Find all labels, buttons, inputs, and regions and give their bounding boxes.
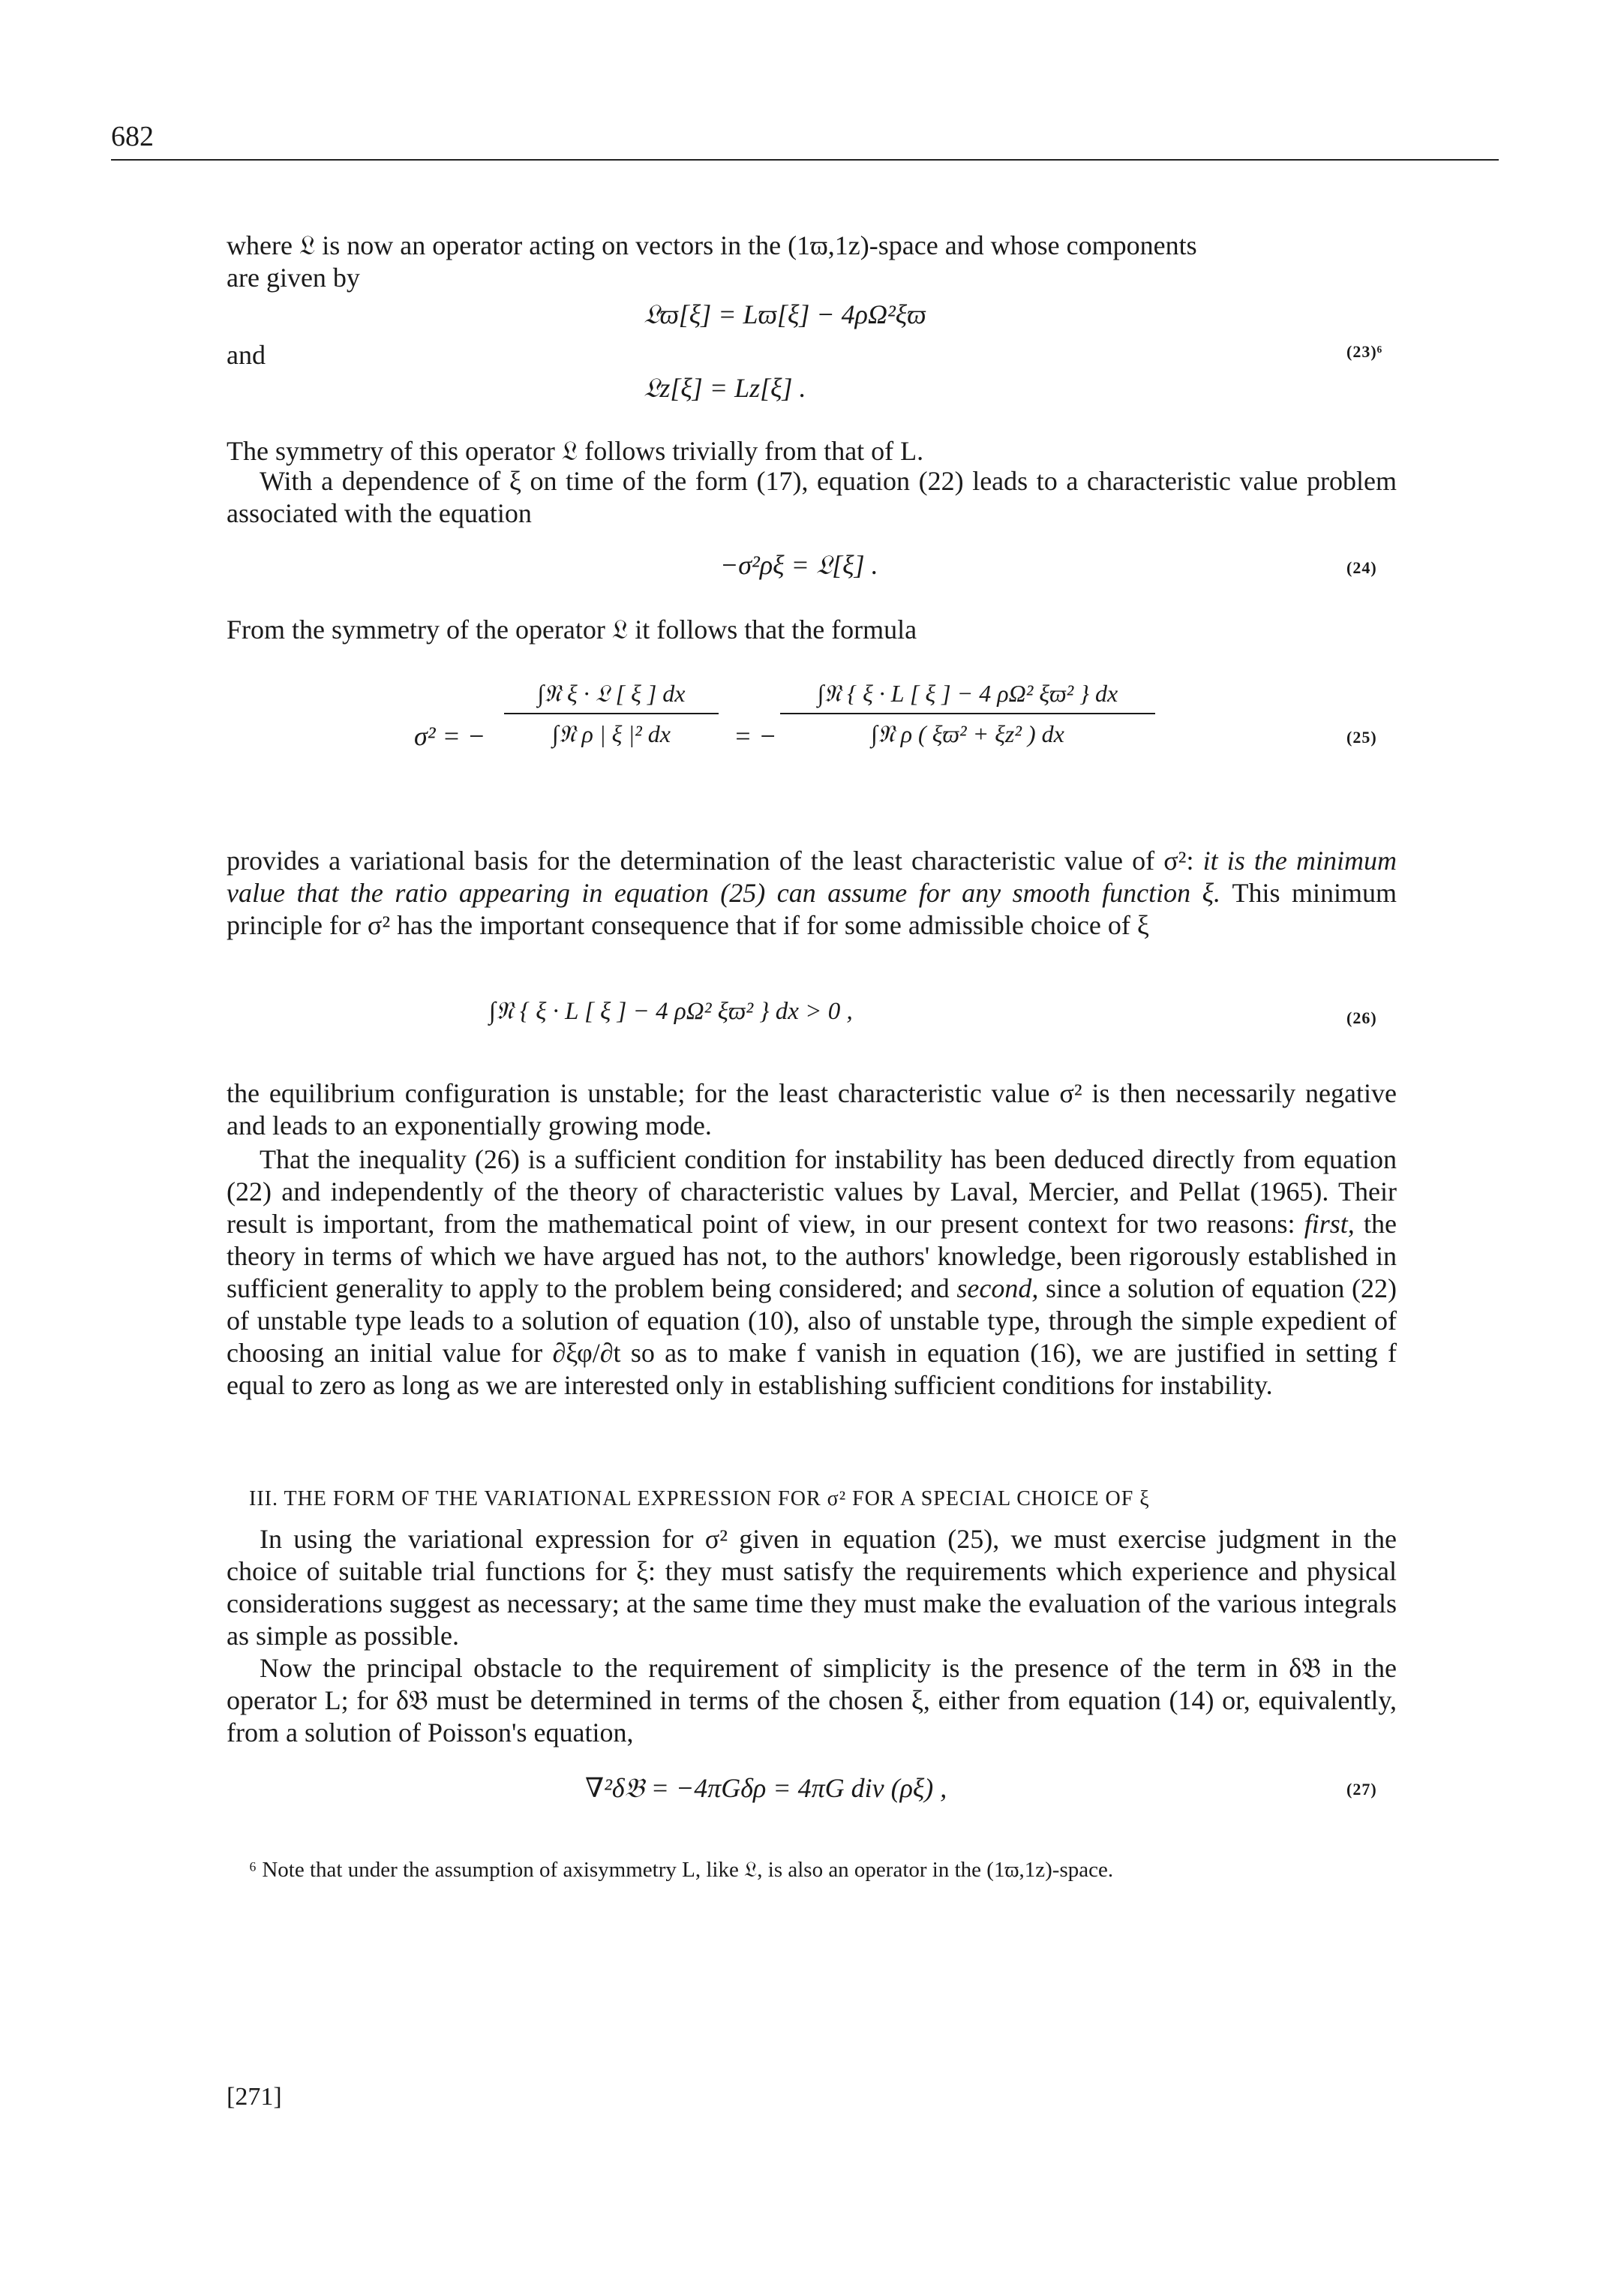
equation-number-25: (25)	[1346, 728, 1377, 747]
equation-25-lhs: σ² = −	[414, 721, 486, 751]
paragraph-7-part-a: That the inequality (26) is a sufficient condition for instability has been deduced directly from equation (22) and independently of the theory of characteristic values by Laval, Mercier, and Pellat (1965). Their result is important, from the mathematical point of view, in our present context for two reasons:	[227, 1144, 1397, 1239]
paragraph-5-part-a: provides a variational basis for the determination of the least characteristic value of σ²:	[227, 846, 1203, 876]
paragraph-7-part-b: the theory in terms of which we have argued has not, to the authors' knowledge, been rigorously established in sufficient generality to apply to the problem being considered; and	[227, 1209, 1397, 1303]
equation-24: −σ²ρξ = 𝔏[ξ] .	[720, 550, 878, 580]
paragraph-5	[227, 845, 1397, 942]
paragraph-5-part-c: This minimum principle for σ² has the important consequence that if for some admissible choice of ξ	[227, 878, 1397, 940]
paragraph-6: the equilibrium configuration is unstable; for the least characteristic value σ² is then necessarily negative and leads to an exponentially growing mode.	[227, 1078, 1397, 1140]
equation-25-mid: = −	[734, 721, 777, 751]
equation-25-fraction-2	[780, 680, 1155, 749]
equation-number-24: (24)	[1346, 558, 1377, 577]
paragraph-7-second: second,	[956, 1273, 1039, 1303]
page-number: 682	[111, 121, 154, 152]
equation-25-denominator-2: ∫𝔑 ρ ( ξϖ² + ξz² ) dx	[871, 720, 1064, 747]
footer-folio: [271]	[227, 2083, 282, 2111]
paragraph-5-italic-statement: it is the minimum value that the ratio appearing in equation (25) can assume for any smooth function ξ.	[227, 846, 1397, 908]
paragraph-2: The symmetry of this operator 𝔏 follows trivially from that of L.	[227, 436, 924, 466]
paragraph-8: In using the variational expression for σ² given in equation (25), we must exercise judgment in the choice of suitable trial functions for ξ: they must satisfy the requirements which experience and physical considerations suggest as necessary; at the same time they must make the evaluation of the various integrals as simple as possible.	[227, 1524, 1397, 1651]
equation-23a: 𝔏ϖ[ξ] = Lϖ[ξ] − 4ρΩ²ξϖ	[644, 299, 926, 329]
paragraph-4: From the symmetry of the operator 𝔏 it follows that the formula	[227, 615, 917, 645]
equation-25-numerator-2: ∫𝔑 { ξ · L [ ξ ] − 4 ρΩ² ξϖ² } dx	[817, 680, 1118, 707]
equation-25-numerator-1: ∫𝔑 ξ · 𝔏 [ ξ ] dx	[537, 680, 686, 707]
equation-23b: 𝔏z[ξ] = Lz[ξ] .	[644, 373, 806, 403]
paragraph-9: Now the principal obstacle to the requirement of simplicity is the presence of the term in δ𝔅 in the operator L; for δ𝔅 must be determined in terms of the chosen ξ, either from equation (14) or, equivalently, from a solution of Poisson's equation,	[227, 1653, 1397, 1748]
paragraph-7	[227, 1143, 1397, 1402]
equation-25-fraction-1	[504, 680, 719, 749]
equation-number-26: (26)	[1346, 1008, 1377, 1027]
paragraph-3: With a dependence of ξ on time of the form (17), equation (22) leads to a characteristic value problem associated with the equation	[227, 466, 1397, 528]
section-heading: III. THE FORM OF THE VARIATIONAL EXPRESSION FOR σ² FOR A SPECIAL CHOICE OF ξ	[249, 1487, 1150, 1510]
paragraph-1-line-1: where 𝔏 is now an operator acting on vectors in the (1ϖ,1z)-space and whose components	[227, 230, 1197, 260]
and-word: and	[227, 340, 266, 370]
equation-27: ∇²δ𝔅 = −4πGδρ = 4πG div (ρξ) ,	[585, 1773, 947, 1803]
paragraph-1-line-2: are given by	[227, 263, 360, 293]
equation-25-denominator-1: ∫𝔑 ρ | ξ |² dx	[552, 720, 671, 747]
equation-number-27: (27)	[1346, 1780, 1377, 1799]
equation-number-23: (23)⁶	[1346, 342, 1383, 361]
paragraph-7-first: first,	[1304, 1209, 1355, 1239]
header-rule	[111, 159, 1499, 161]
footnote-6: ⁶ Note that under the assumption of axisymmetry L, like 𝔏, is also an operator in the (1ϖ,1z)-space.	[249, 1858, 1114, 1882]
paragraph-7-part-c: since a solution of equation (22) of unstable type leads to a solution of equation (10), also of unstable type, through the simple expedient of choosing an initial value for ∂ξφ/∂t so as to make f vanish in equation (16), we are justified in setting f equal to zero as long as we are interested only in establishing sufficient conditions for instability.	[227, 1273, 1397, 1400]
equation-26: ∫𝔑 { ξ · L [ ξ ] − 4 ρΩ² ξϖ² } dx > 0 ,	[489, 998, 853, 1025]
